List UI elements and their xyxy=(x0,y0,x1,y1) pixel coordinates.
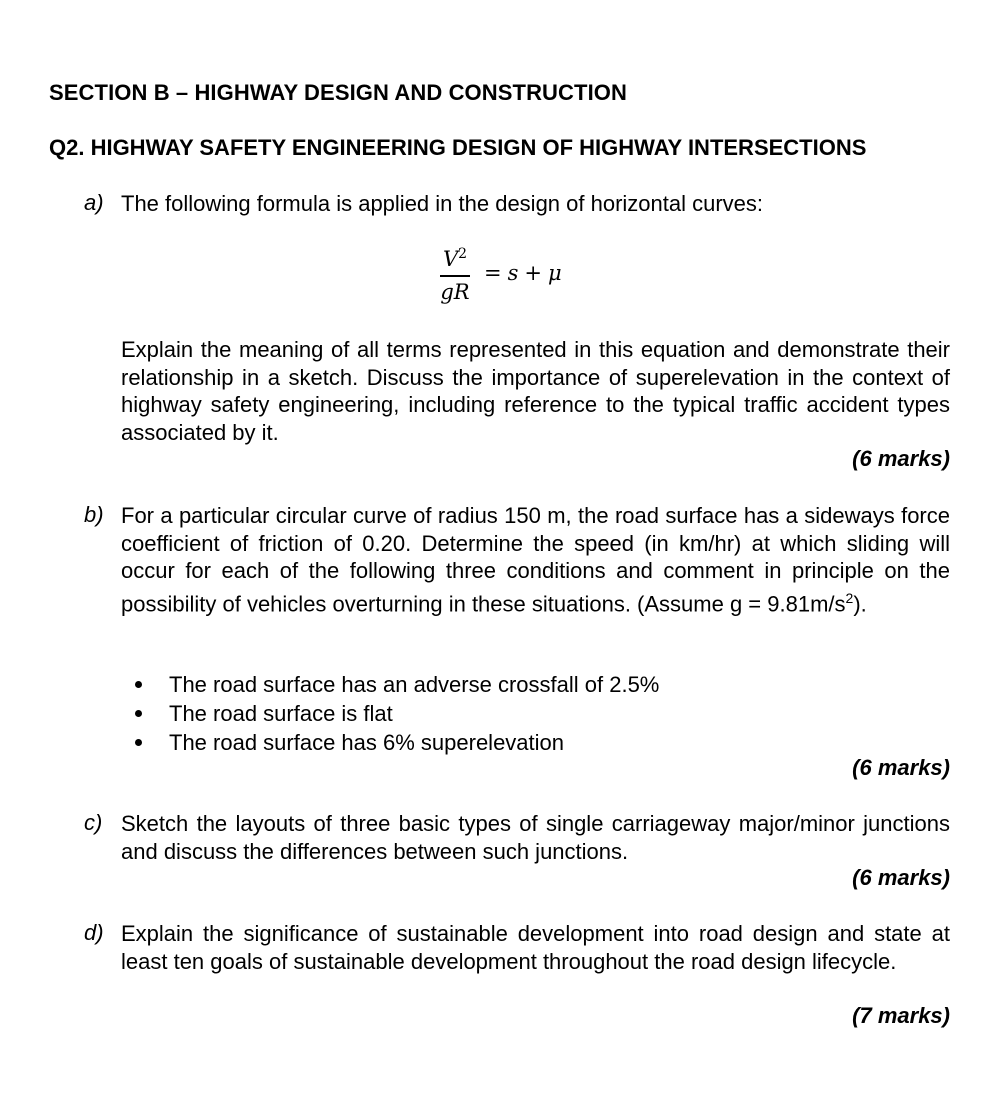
part-b-label: b) xyxy=(84,502,104,527)
formula-plus: + xyxy=(524,260,542,285)
part-c-label: c) xyxy=(84,810,103,835)
formula-equals: = xyxy=(484,260,502,285)
part-d-label: d) xyxy=(84,920,104,945)
part-b-text-end: ). xyxy=(853,590,867,616)
part-a-question xyxy=(84,336,950,446)
part-c xyxy=(84,810,950,865)
part-a-text: Explain the meaning of all terms represented in this equation and demonstrate their relationship in a sketch. Discuss the importance of superelevation in the context of highway safety engineering, including reference to the typical traffic accident types associated by it. xyxy=(121,337,950,445)
section-title: SECTION B – HIGHWAY DESIGN AND CONSTRUCTION xyxy=(49,80,627,105)
formula-numerator xyxy=(441,242,469,271)
bullet-dot-icon xyxy=(135,681,142,688)
part-b-text-sup: 2 xyxy=(845,589,854,606)
curve-formula xyxy=(440,242,562,304)
part-a-marks: (6 marks) xyxy=(852,446,950,471)
part-b-text-main: For a particular circular curve of radius 150 m, the road surface has a sideways force coefficient of friction of 0.20. Determine the speed (in km/hr) at which sliding will occur for each of the following three conditions and comment in principle on the possibility of vehicles overturning in these situations. (Assume g = 9.81m/s xyxy=(121,503,950,616)
formula-fraction-bar xyxy=(440,275,470,277)
question-title: Q2. HIGHWAY SAFETY ENGINEERING DESIGN OF HIGHWAY INTERSECTIONS xyxy=(49,135,867,160)
bullet-text: The road surface has 6% superelevation xyxy=(169,729,565,755)
part-b-marks: (6 marks) xyxy=(852,755,950,780)
bullet-dot-icon xyxy=(135,710,142,717)
formula-numerator-exp: 2 xyxy=(458,246,468,262)
part-a-label: a) xyxy=(84,190,104,215)
bullet-item xyxy=(135,670,659,699)
bullet-dot-icon xyxy=(135,739,142,746)
bullet-item xyxy=(135,728,659,757)
formula-term-s: s xyxy=(507,260,519,285)
bullet-text: The road surface is flat xyxy=(169,700,393,726)
part-d xyxy=(84,920,950,975)
formula-denominator: gR xyxy=(440,279,470,304)
formula-term-mu: μ xyxy=(548,260,562,285)
formula-fraction xyxy=(440,242,470,304)
bullet-text: The road surface has an adverse crossfall of 2.5% xyxy=(169,671,660,697)
part-d-marks: (7 marks) xyxy=(852,1003,950,1028)
part-c-text: Sketch the layouts of three basic types of single carriageway major/minor junctions and discuss the differences between such junctions. xyxy=(121,811,950,864)
part-c-marks: (6 marks) xyxy=(852,865,950,890)
formula-numerator-var: V xyxy=(442,247,459,271)
part-b xyxy=(84,502,950,617)
formula-rhs xyxy=(478,261,562,285)
part-b-text xyxy=(121,502,950,617)
part-b-bullet-list xyxy=(135,670,659,757)
part-a-intro: The following formula is applied in the design of horizontal curves: xyxy=(121,191,764,216)
part-a xyxy=(84,190,950,218)
part-d-text: Explain the significance of sustainable development into road design and state at least ten goals of sustainable development throughout the road design lifecycle. xyxy=(121,921,950,974)
bullet-item xyxy=(135,699,659,728)
